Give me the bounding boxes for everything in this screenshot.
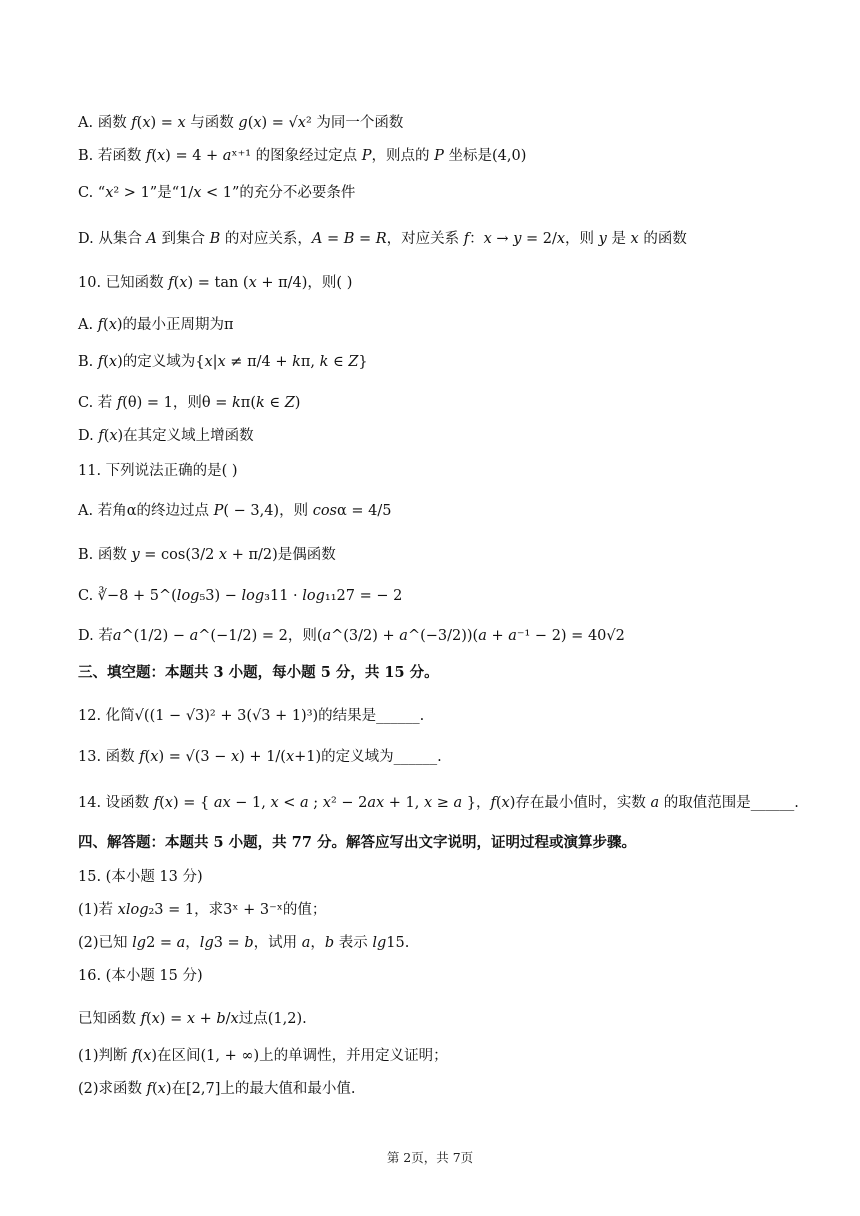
question-15-header: 15. (本小题 13 分) [78,869,203,885]
option-10b: B. 𝑓(𝑥)的定义域为{𝑥|𝑥 ≠ π/4 + 𝑘π, 𝑘 ∈ 𝑍} [78,354,368,370]
question-15-part1: (1)若 𝑥𝑙𝑜𝑔₂3 = 1，求3ˣ + 3⁻ˣ的值； [78,902,327,918]
question-12: 12. 化简√((1 − √3)² + 3(√3 + 1)³)的结果是______. [78,708,425,724]
question-16-part2: (2)求函数 𝑓(𝑥)在[2,7]上的最大值和最小值. [78,1081,356,1097]
question-15-part2: (2)已知 𝑙𝑔2 = 𝑎，𝑙𝑔3 = 𝑏，试用 𝑎，𝑏 表示 𝑙𝑔15. [78,935,410,951]
question-11: 11. 下列说法正确的是( ) [78,463,238,479]
option-9c: C. “𝑥² > 1”是“1/𝑥 < 1”的充分不必要条件 [78,185,356,201]
question-13: 13. 函数 𝑓(𝑥) = √(3 − 𝑥) + 1/(𝑥+1)的定义域为______. [78,749,442,765]
option-10d: D. 𝑓(𝑥)在其定义域上增函数 [78,428,254,444]
option-11a: A. 若角α的终边过点 𝑃( − 3,4)，则 𝑐𝑜𝑠α = 4/5 [78,503,392,519]
option-11d: D. 若𝑎^(1/2) − 𝑎^(−1/2) = 2，则(𝑎^(3/2) + 𝑎^(−3/2))(𝑎 + 𝑎⁻¹ − 2) = 40√2 [78,628,625,644]
option-10a: A. 𝑓(𝑥)的最小正周期为π [78,317,234,333]
question-14: 14. 设函数 𝑓(𝑥) = { 𝑎𝑥 − 1, 𝑥 < 𝑎 ; 𝑥² − 2𝑎𝑥 + 1, 𝑥 ≥ 𝑎 }，𝑓(𝑥)存在最小值时，实数 𝑎 的取值范围是______. [78,795,799,811]
option-10c: C. 若 𝑓(θ) = 1，则θ = 𝑘π(𝑘 ∈ 𝑍) [78,395,301,411]
question-16-header: 16. (本小题 15 分) [78,968,203,984]
question-10: 10. 已知函数 𝑓(𝑥) = tan (𝑥 + π/4)，则( ) [78,275,353,291]
option-9d: D. 从集合 𝐴 到集合 𝐵 的对应关系，𝐴 = 𝐵 = 𝑅，对应关系 𝑓：𝑥 → 𝑦 = 2/𝑥，则 𝑦 是 𝑥 的函数 [78,231,687,247]
question-16-stem: 已知函数 𝑓(𝑥) = 𝑥 + 𝑏/𝑥过点(1,2). [78,1011,307,1027]
option-11b: B. 函数 𝑦 = cos(3/2 𝑥 + π/2)是偶函数 [78,547,336,563]
page-footer: 第 2页，共 7页 [386,1150,474,1165]
option-9b: B. 若函数 𝑓(𝑥) = 4 + 𝑎ˣ⁺¹ 的图象经过定点 𝑃，则点的 𝑃 坐标是(4,0) [78,148,527,164]
section-heading-answers: 四、解答题：本题共 5 小题，共 77 分。解答应写出文字说明，证明过程或演算步骤。 [78,834,636,851]
option-9a: A. 函数 𝑓(𝑥) = 𝑥 与函数 𝑔(𝑥) = √𝑥² 为同一个函数 [78,115,404,131]
question-16-part1: (1)判断 𝑓(𝑥)在区间(1, + ∞)上的单调性，并用定义证明； [78,1048,448,1064]
option-11c: C. ∛−8 + 5^(𝑙𝑜𝑔₅3) − 𝑙𝑜𝑔₃11 · 𝑙𝑜𝑔₁₁27 = − 2 [78,588,403,604]
section-heading-fill-in: 三、填空题：本题共 3 小题，每小题 5 分，共 15 分。 [78,664,439,681]
